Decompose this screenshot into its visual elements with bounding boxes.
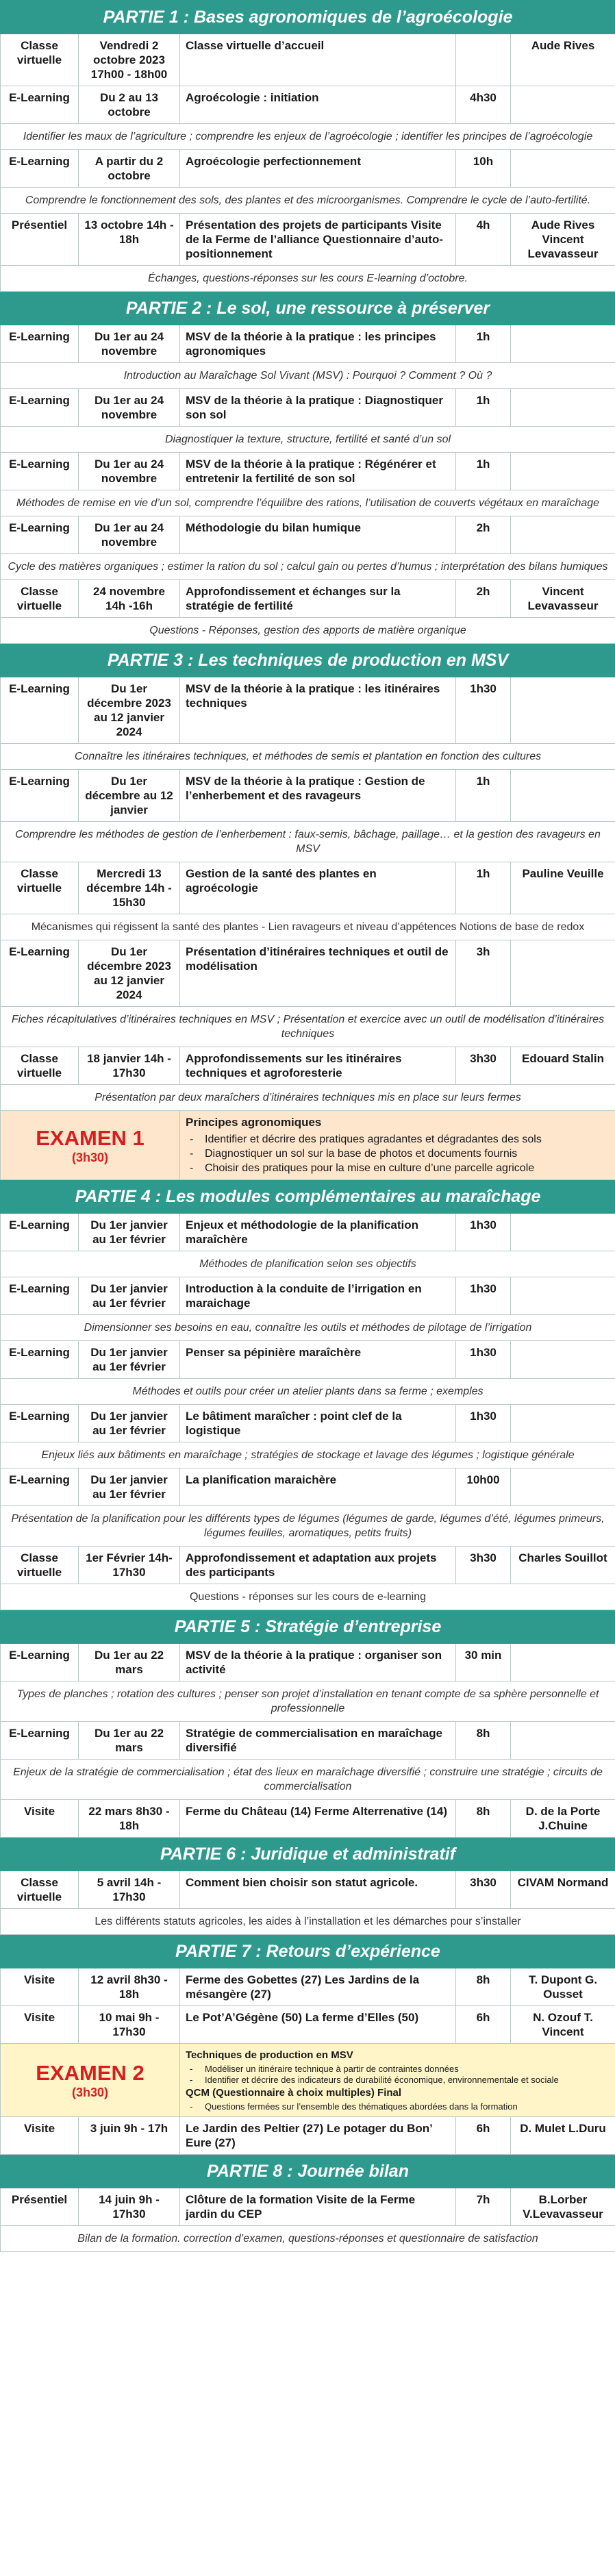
session-duration: 7h bbox=[456, 2188, 511, 2226]
session-description: Questions - réponses sur les cours de e-learning bbox=[1, 1584, 615, 1610]
session-description-row bbox=[1, 266, 615, 292]
session-duration: 30 min bbox=[456, 1644, 511, 1681]
session-duration: 1h30 bbox=[456, 1214, 511, 1251]
session-mode: Classe virtuelle bbox=[1, 1871, 79, 1909]
session-description: Fiches récapitulatives d’itinéraires techniques en MSV ; Présentation et exercice avec un outil de modélisation d’itinéraires techniques bbox=[1, 1007, 615, 1047]
session-description-row bbox=[1, 1007, 615, 1047]
session-row bbox=[1, 862, 615, 914]
session-duration: 3h30 bbox=[456, 1547, 511, 1584]
session-duration: 1h bbox=[456, 389, 511, 427]
session-description: Les différents statuts agricoles, les aides à l’installation et les démarches pour s’installer bbox=[1, 1909, 615, 1935]
exam-objective: - Identifier et décrire des indicateurs de durabilité économique, environnementale et sociale bbox=[205, 2075, 610, 2086]
session-date: Du 1er décembre 2023 au 12 janvier 2024 bbox=[79, 677, 180, 744]
session-date: Du 1er au 24 novembre bbox=[79, 389, 180, 427]
session-row bbox=[1, 1468, 615, 1506]
session-row bbox=[1, 940, 615, 1007]
session-description-row bbox=[1, 1909, 615, 1935]
session-date: 22 mars 8h30 - 18h bbox=[79, 1800, 180, 1838]
session-description-row bbox=[1, 1379, 615, 1405]
session-speaker bbox=[511, 770, 615, 822]
session-title: Agroécologie perfectionnement bbox=[180, 150, 456, 188]
session-title: Approfondissements sur les itinéraires techniques et agroforesterie bbox=[180, 1047, 456, 1085]
session-mode: Visite bbox=[1, 2006, 79, 2044]
exam-extra-objectives bbox=[186, 2101, 610, 2112]
session-mode: Visite bbox=[1, 2117, 79, 2155]
session-mode: E-Learning bbox=[1, 1405, 79, 1442]
exam-objective: - Identifier et décrire des pratiques agradantes et dégradantes des sols bbox=[205, 1132, 610, 1147]
session-title: Enjeux et méthodologie de la planification maraîchère bbox=[180, 1214, 456, 1251]
session-description: Enjeux liés aux bâtiments en maraîchage ; stratégies de stockage et lavage des légumes ; logistique générale bbox=[1, 1442, 615, 1468]
session-duration: 1h30 bbox=[456, 1405, 511, 1442]
session-duration: 8h bbox=[456, 1800, 511, 1838]
exam-heading: Techniques de production en MSV bbox=[186, 2049, 353, 2061]
exam-row bbox=[1, 1111, 615, 1180]
session-mode: E-Learning bbox=[1, 325, 79, 363]
session-row bbox=[1, 1277, 615, 1315]
session-title: Gestion de la santé des plantes en agroécologie bbox=[180, 862, 456, 914]
session-speaker bbox=[511, 453, 615, 490]
session-row bbox=[1, 150, 615, 188]
session-duration: 8h bbox=[456, 1968, 511, 2006]
session-description-row bbox=[1, 427, 615, 453]
part-header bbox=[1, 1610, 615, 1644]
session-mode: E-Learning bbox=[1, 389, 79, 427]
session-speaker bbox=[511, 940, 615, 1007]
session-date: Du 2 au 13 octobre bbox=[79, 86, 180, 124]
session-date: Du 1er au 24 novembre bbox=[79, 325, 180, 363]
session-mode: E-Learning bbox=[1, 1214, 79, 1251]
session-title: Le bâtiment maraîcher : point clef de la logistique bbox=[180, 1405, 456, 1442]
session-speaker bbox=[511, 1468, 615, 1506]
session-date: 13 octobre 14h - 18h bbox=[79, 214, 180, 266]
session-speaker bbox=[511, 1644, 615, 1681]
session-description: Méthodes de remise en vie d’un sol, comprendre l’équilibre des rations, l’utilisation de couverts végétaux en maraîchage bbox=[1, 490, 615, 516]
session-date: 18 janvier 14h - 17h30 bbox=[79, 1047, 180, 1085]
session-title: Introduction à la conduite de l’irrigation en maraichage bbox=[180, 1277, 456, 1315]
part-title: PARTIE 4 : Les modules complémentaires au maraîchage bbox=[1, 1180, 615, 1214]
session-description-row bbox=[1, 1584, 615, 1610]
session-speaker: Vincent Levavasseur bbox=[511, 580, 615, 618]
session-title: Ferme des Gobettes (27) Les Jardins de la mésangère (27) bbox=[180, 1968, 456, 2006]
session-row bbox=[1, 1644, 615, 1681]
exam-duration: (3h30) bbox=[71, 2085, 108, 2099]
exam-title: EXAMEN 2 bbox=[36, 2060, 145, 2085]
session-speaker bbox=[511, 677, 615, 744]
session-title: Ferme du Château (14) Ferme Alterrenative (14) bbox=[180, 1800, 456, 1838]
session-title: MSV de la théorie à la pratique : Gestion de l’enherbement et des ravageurs bbox=[180, 770, 456, 822]
session-description: Introduction au Maraîchage Sol Vivant (MSV) : Pourquoi ? Comment ? Où ? bbox=[1, 363, 615, 389]
session-row bbox=[1, 516, 615, 554]
session-duration: 1h30 bbox=[456, 1277, 511, 1315]
session-speaker: N. Ozouf T. Vincent bbox=[511, 2006, 615, 2044]
session-duration: 1h bbox=[456, 862, 511, 914]
session-row bbox=[1, 677, 615, 744]
session-description-row bbox=[1, 914, 615, 940]
session-title: Le Pot’A’Gégène (50) La ferme d’Elles (50) bbox=[180, 2006, 456, 2044]
session-speaker: Aude Rives bbox=[511, 34, 615, 86]
exam-duration: (3h30) bbox=[71, 1150, 108, 1164]
part-header bbox=[1, 1, 615, 34]
session-date: Du 1er janvier au 1er février bbox=[79, 1405, 180, 1442]
session-mode: Présentiel bbox=[1, 214, 79, 266]
session-mode: Présentiel bbox=[1, 2188, 79, 2226]
session-date: 24 novembre 14h -16h bbox=[79, 580, 180, 618]
session-date: Du 1er janvier au 1er février bbox=[79, 1468, 180, 1506]
exam-title: EXAMEN 1 bbox=[36, 1125, 145, 1150]
session-duration: 3h30 bbox=[456, 1871, 511, 1909]
session-description-row bbox=[1, 1085, 615, 1111]
session-duration: 10h bbox=[456, 150, 511, 188]
session-mode: E-Learning bbox=[1, 770, 79, 822]
session-speaker bbox=[511, 516, 615, 554]
session-title: Comment bien choisir son statut agricole. bbox=[180, 1871, 456, 1909]
session-duration: 10h00 bbox=[456, 1468, 511, 1506]
session-description: Présentation par deux maraîchers d’itinéraires techniques mis en place sur leurs fermes bbox=[1, 1085, 615, 1111]
session-row bbox=[1, 1405, 615, 1442]
session-title: Approfondissement et échanges sur la stratégie de fertilité bbox=[180, 580, 456, 618]
session-title: MSV de la théorie à la pratique : les itinéraires techniques bbox=[180, 677, 456, 744]
session-title: Classe virtuelle d’accueil bbox=[180, 34, 456, 86]
session-mode: Classe virtuelle bbox=[1, 1547, 79, 1584]
session-description: Mécanismes qui régissent la santé des plantes - Lien ravageurs et niveau d’appétences Notions de base de redox bbox=[1, 914, 615, 940]
session-duration: 2h bbox=[456, 516, 511, 554]
session-speaker bbox=[511, 150, 615, 188]
session-row bbox=[1, 325, 615, 363]
session-speaker: T. Dupont G. Ousset bbox=[511, 1968, 615, 2006]
session-duration: 6h bbox=[456, 2006, 511, 2044]
session-description-row bbox=[1, 1506, 615, 1547]
session-duration: 3h30 bbox=[456, 1047, 511, 1085]
session-description-row bbox=[1, 2226, 615, 2252]
session-description: Présentation de la planification pour les différents types de légumes (légumes de garde, légumes d’été, légumes primeurs, légumes feuilles, aromatiques, petits fruits) bbox=[1, 1506, 615, 1547]
session-title: Penser sa pépinière maraîchère bbox=[180, 1341, 456, 1379]
session-description-row bbox=[1, 363, 615, 389]
session-description: Cycle des matières organiques ; estimer la ration du sol ; calcul gain ou pertes d’humus ; interprétation des bilans humiques bbox=[1, 554, 615, 580]
session-duration: 4h bbox=[456, 214, 511, 266]
session-description: Comprendre le fonctionnement des sols, des plantes et des microorganismes. Comprendre le cycle de l’auto-fertilité. bbox=[1, 188, 615, 214]
session-description: Bilan de la formation. correction d’examen, questions-réponses et questionnaire de satisfaction bbox=[1, 2226, 615, 2252]
session-date: Du 1er décembre au 12 janvier bbox=[79, 770, 180, 822]
session-title: La planification maraichère bbox=[180, 1468, 456, 1506]
session-description: Diagnostiquer la texture, structure, fertilité et santé d’un sol bbox=[1, 427, 615, 453]
session-description: Comprendre les méthodes de gestion de l’enherbement : faux-semis, bâchage, paillage… et la gestion des ravageurs en MSV bbox=[1, 822, 615, 862]
session-description: Échanges, questions-réponses sur les cours E-learning d’octobre. bbox=[1, 266, 615, 292]
session-row bbox=[1, 389, 615, 427]
session-title: Stratégie de commercialisation en maraîchage diversifié bbox=[180, 1722, 456, 1760]
exam-label-cell bbox=[1, 2044, 180, 2117]
session-duration: 3h bbox=[456, 940, 511, 1007]
session-speaker: CIVAM Normand bbox=[511, 1871, 615, 1909]
session-date: Du 1er au 24 novembre bbox=[79, 453, 180, 490]
session-mode: E-Learning bbox=[1, 516, 79, 554]
session-duration: 1h30 bbox=[456, 1341, 511, 1379]
session-description: Méthodes et outils pour créer un atelier plants dans sa ferme ; exemples bbox=[1, 1379, 615, 1405]
session-mode: E-Learning bbox=[1, 1644, 79, 1681]
session-description: Questions - Réponses, gestion des apports de matière organique bbox=[1, 618, 615, 644]
session-mode: E-Learning bbox=[1, 940, 79, 1007]
session-row bbox=[1, 34, 615, 86]
session-description-row bbox=[1, 618, 615, 644]
part-header bbox=[1, 292, 615, 325]
exam-content bbox=[180, 2044, 615, 2117]
session-description: Enjeux de la stratégie de commercialisation ; état des lieux en maraîchage diversifié ; construire une stratégie ; circuits de commercialisation bbox=[1, 1760, 615, 1800]
session-mode: Classe virtuelle bbox=[1, 580, 79, 618]
session-mode: E-Learning bbox=[1, 1277, 79, 1315]
session-row bbox=[1, 86, 615, 124]
session-date: 12 avril 8h30 - 18h bbox=[79, 1968, 180, 2006]
session-mode: E-Learning bbox=[1, 677, 79, 744]
session-duration: 4h30 bbox=[456, 86, 511, 124]
session-mode: Visite bbox=[1, 1800, 79, 1838]
exam-objectives bbox=[186, 1132, 610, 1175]
session-duration: 1h bbox=[456, 770, 511, 822]
session-row bbox=[1, 1547, 615, 1584]
session-speaker bbox=[511, 325, 615, 363]
session-date: Mercredi 13 décembre 14h - 15h30 bbox=[79, 862, 180, 914]
session-mode: E-Learning bbox=[1, 86, 79, 124]
session-duration: 1h bbox=[456, 453, 511, 490]
exam-objective: - Choisir des pratiques pour la mise en culture d’une parcelle agricole bbox=[205, 1161, 610, 1175]
session-duration: 2h bbox=[456, 580, 511, 618]
session-mode: E-Learning bbox=[1, 1722, 79, 1760]
session-speaker: Charles Souillot bbox=[511, 1547, 615, 1584]
session-row bbox=[1, 1047, 615, 1085]
session-title: MSV de la théorie à la pratique : les principes agronomiques bbox=[180, 325, 456, 363]
exam-objective: - Diagnostiquer un sol sur la base de photos et documents fournis bbox=[205, 1147, 610, 1161]
session-description-row bbox=[1, 490, 615, 516]
session-title: Clôture de la formation Visite de la Ferme jardin du CEP bbox=[180, 2188, 456, 2226]
exam-heading: Principes agronomiques bbox=[186, 1116, 322, 1129]
session-duration: 1h30 bbox=[456, 677, 511, 744]
session-mode: Classe virtuelle bbox=[1, 862, 79, 914]
session-speaker: B.Lorber V.Levavasseur bbox=[511, 2188, 615, 2226]
session-mode: E-Learning bbox=[1, 150, 79, 188]
session-title: Le Jardin des Peltier (27) Le potager du Bon’ Eure (27) bbox=[180, 2117, 456, 2155]
session-row bbox=[1, 453, 615, 490]
session-date: 3 juin 9h - 17h bbox=[79, 2117, 180, 2155]
exam-label-cell bbox=[1, 1111, 180, 1180]
session-mode: Classe virtuelle bbox=[1, 34, 79, 86]
session-date: Du 1er au 24 novembre bbox=[79, 516, 180, 554]
session-row bbox=[1, 1800, 615, 1838]
session-row bbox=[1, 2188, 615, 2226]
session-row bbox=[1, 1871, 615, 1909]
exam-objective: - Modéliser un itinéraire technique à partir de contraintes données bbox=[205, 2064, 610, 2075]
session-mode: Visite bbox=[1, 1968, 79, 2006]
session-title: MSV de la théorie à la pratique : organiser son activité bbox=[180, 1644, 456, 1681]
part-title: PARTIE 5 : Stratégie d’entreprise bbox=[1, 1610, 615, 1644]
session-title: MSV de la théorie à la pratique : Diagnostiquer son sol bbox=[180, 389, 456, 427]
session-date: Du 1er au 22 mars bbox=[79, 1722, 180, 1760]
session-date: Du 1er décembre 2023 au 12 janvier 2024 bbox=[79, 940, 180, 1007]
exam-content bbox=[180, 1111, 615, 1180]
part-header bbox=[1, 644, 615, 677]
session-date: Du 1er janvier au 1er février bbox=[79, 1214, 180, 1251]
session-title: Présentation des projets de participants Visite de la Ferme de l’alliance Questionnaire d’auto-positionnement bbox=[180, 214, 456, 266]
session-description-row bbox=[1, 124, 615, 150]
session-row bbox=[1, 2006, 615, 2044]
session-description-row bbox=[1, 188, 615, 214]
session-duration bbox=[456, 34, 511, 86]
session-row bbox=[1, 214, 615, 266]
session-date: 14 juin 9h - 17h30 bbox=[79, 2188, 180, 2226]
session-title: Méthodologie du bilan humique bbox=[180, 516, 456, 554]
session-date: 10 mai 9h - 17h30 bbox=[79, 2006, 180, 2044]
session-speaker bbox=[511, 1277, 615, 1315]
session-title: Approfondissement et adaptation aux projets des participants bbox=[180, 1547, 456, 1584]
session-description: Dimensionner ses besoins en eau, connaître les outils et méthodes de pilotage de l’irrigation bbox=[1, 1315, 615, 1341]
session-duration: 6h bbox=[456, 2117, 511, 2155]
session-row bbox=[1, 770, 615, 822]
part-title: PARTIE 1 : Bases agronomiques de l’agroécologie bbox=[1, 1, 615, 34]
session-row bbox=[1, 1968, 615, 2006]
session-row bbox=[1, 1214, 615, 1251]
session-speaker: Pauline Veuille bbox=[511, 862, 615, 914]
part-title: PARTIE 6 : Juridique et administratif bbox=[1, 1838, 615, 1871]
session-row bbox=[1, 2117, 615, 2155]
session-date: 1er Février 14h- 17h30 bbox=[79, 1547, 180, 1584]
exam-row bbox=[1, 2044, 615, 2117]
session-speaker bbox=[511, 1722, 615, 1760]
session-description-row bbox=[1, 744, 615, 770]
session-speaker bbox=[511, 1341, 615, 1379]
session-row bbox=[1, 1341, 615, 1379]
session-title: Présentation d’itinéraires techniques et outil de modélisation bbox=[180, 940, 456, 1007]
session-date: Vendredi 2 octobre 2023 17h00 - 18h00 bbox=[79, 34, 180, 86]
session-description-row bbox=[1, 822, 615, 862]
session-mode: E-Learning bbox=[1, 1468, 79, 1506]
session-description-row bbox=[1, 1315, 615, 1341]
session-speaker bbox=[511, 389, 615, 427]
session-date: Du 1er janvier au 1er février bbox=[79, 1341, 180, 1379]
part-header bbox=[1, 1935, 615, 1968]
session-date: Du 1er au 22 mars bbox=[79, 1644, 180, 1681]
part-title: PARTIE 2 : Le sol, une ressource à préserver bbox=[1, 292, 615, 325]
session-duration: 1h bbox=[456, 325, 511, 363]
session-title: MSV de la théorie à la pratique : Régénérer et entretenir la fertilité de son sol bbox=[180, 453, 456, 490]
session-date: Du 1er janvier au 1er février bbox=[79, 1277, 180, 1315]
session-description: Types de planches ; rotation des cultures ; penser son projet d’installation en tenant compte de sa sphère personnelle et professionnelle bbox=[1, 1681, 615, 1722]
session-speaker: Edouard Stalin bbox=[511, 1047, 615, 1085]
session-row bbox=[1, 580, 615, 618]
part-header bbox=[1, 1838, 615, 1871]
session-speaker bbox=[511, 1214, 615, 1251]
part-title: PARTIE 7 : Retours d’expérience bbox=[1, 1935, 615, 1968]
session-speaker: D. de la Porte J.Chuine bbox=[511, 1800, 615, 1838]
session-mode: E-Learning bbox=[1, 453, 79, 490]
session-date: A partir du 2 octobre bbox=[79, 150, 180, 188]
part-header bbox=[1, 2155, 615, 2188]
session-description-row bbox=[1, 1251, 615, 1277]
session-title: Agroécologie : initiation bbox=[180, 86, 456, 124]
session-description: Identifier les maux de l’agriculture ; comprendre les enjeux de l’agroécologie ; identifier les principes de l’agroécologie bbox=[1, 124, 615, 150]
exam-extra-objective: - Questions fermées sur l’ensemble des thématiques abordées dans la formation bbox=[205, 2101, 610, 2112]
session-speaker: Aude Rives Vincent Levavasseur bbox=[511, 214, 615, 266]
session-description-row bbox=[1, 1760, 615, 1800]
part-title: PARTIE 3 : Les techniques de production en MSV bbox=[1, 644, 615, 677]
session-description-row bbox=[1, 554, 615, 580]
session-description: Méthodes de planification selon ses objectifs bbox=[1, 1251, 615, 1277]
session-speaker: D. Mulet L.Duru bbox=[511, 2117, 615, 2155]
session-description-row bbox=[1, 1681, 615, 1722]
exam-extra-heading: QCM (Questionnaire à choix multiples) Final bbox=[186, 2087, 402, 2099]
part-header bbox=[1, 1180, 615, 1214]
session-mode: E-Learning bbox=[1, 1341, 79, 1379]
session-mode: Classe virtuelle bbox=[1, 1047, 79, 1085]
session-speaker bbox=[511, 86, 615, 124]
session-duration: 8h bbox=[456, 1722, 511, 1760]
session-speaker bbox=[511, 1405, 615, 1442]
session-date: 5 avril 14h - 17h30 bbox=[79, 1871, 180, 1909]
session-description-row bbox=[1, 1442, 615, 1468]
exam-objectives bbox=[186, 2064, 610, 2086]
session-row bbox=[1, 1722, 615, 1760]
session-description: Connaître les itinéraires techniques, et méthodes de semis et plantation en fonction des cultures bbox=[1, 744, 615, 770]
part-title: PARTIE 8 : Journée bilan bbox=[1, 2155, 615, 2188]
